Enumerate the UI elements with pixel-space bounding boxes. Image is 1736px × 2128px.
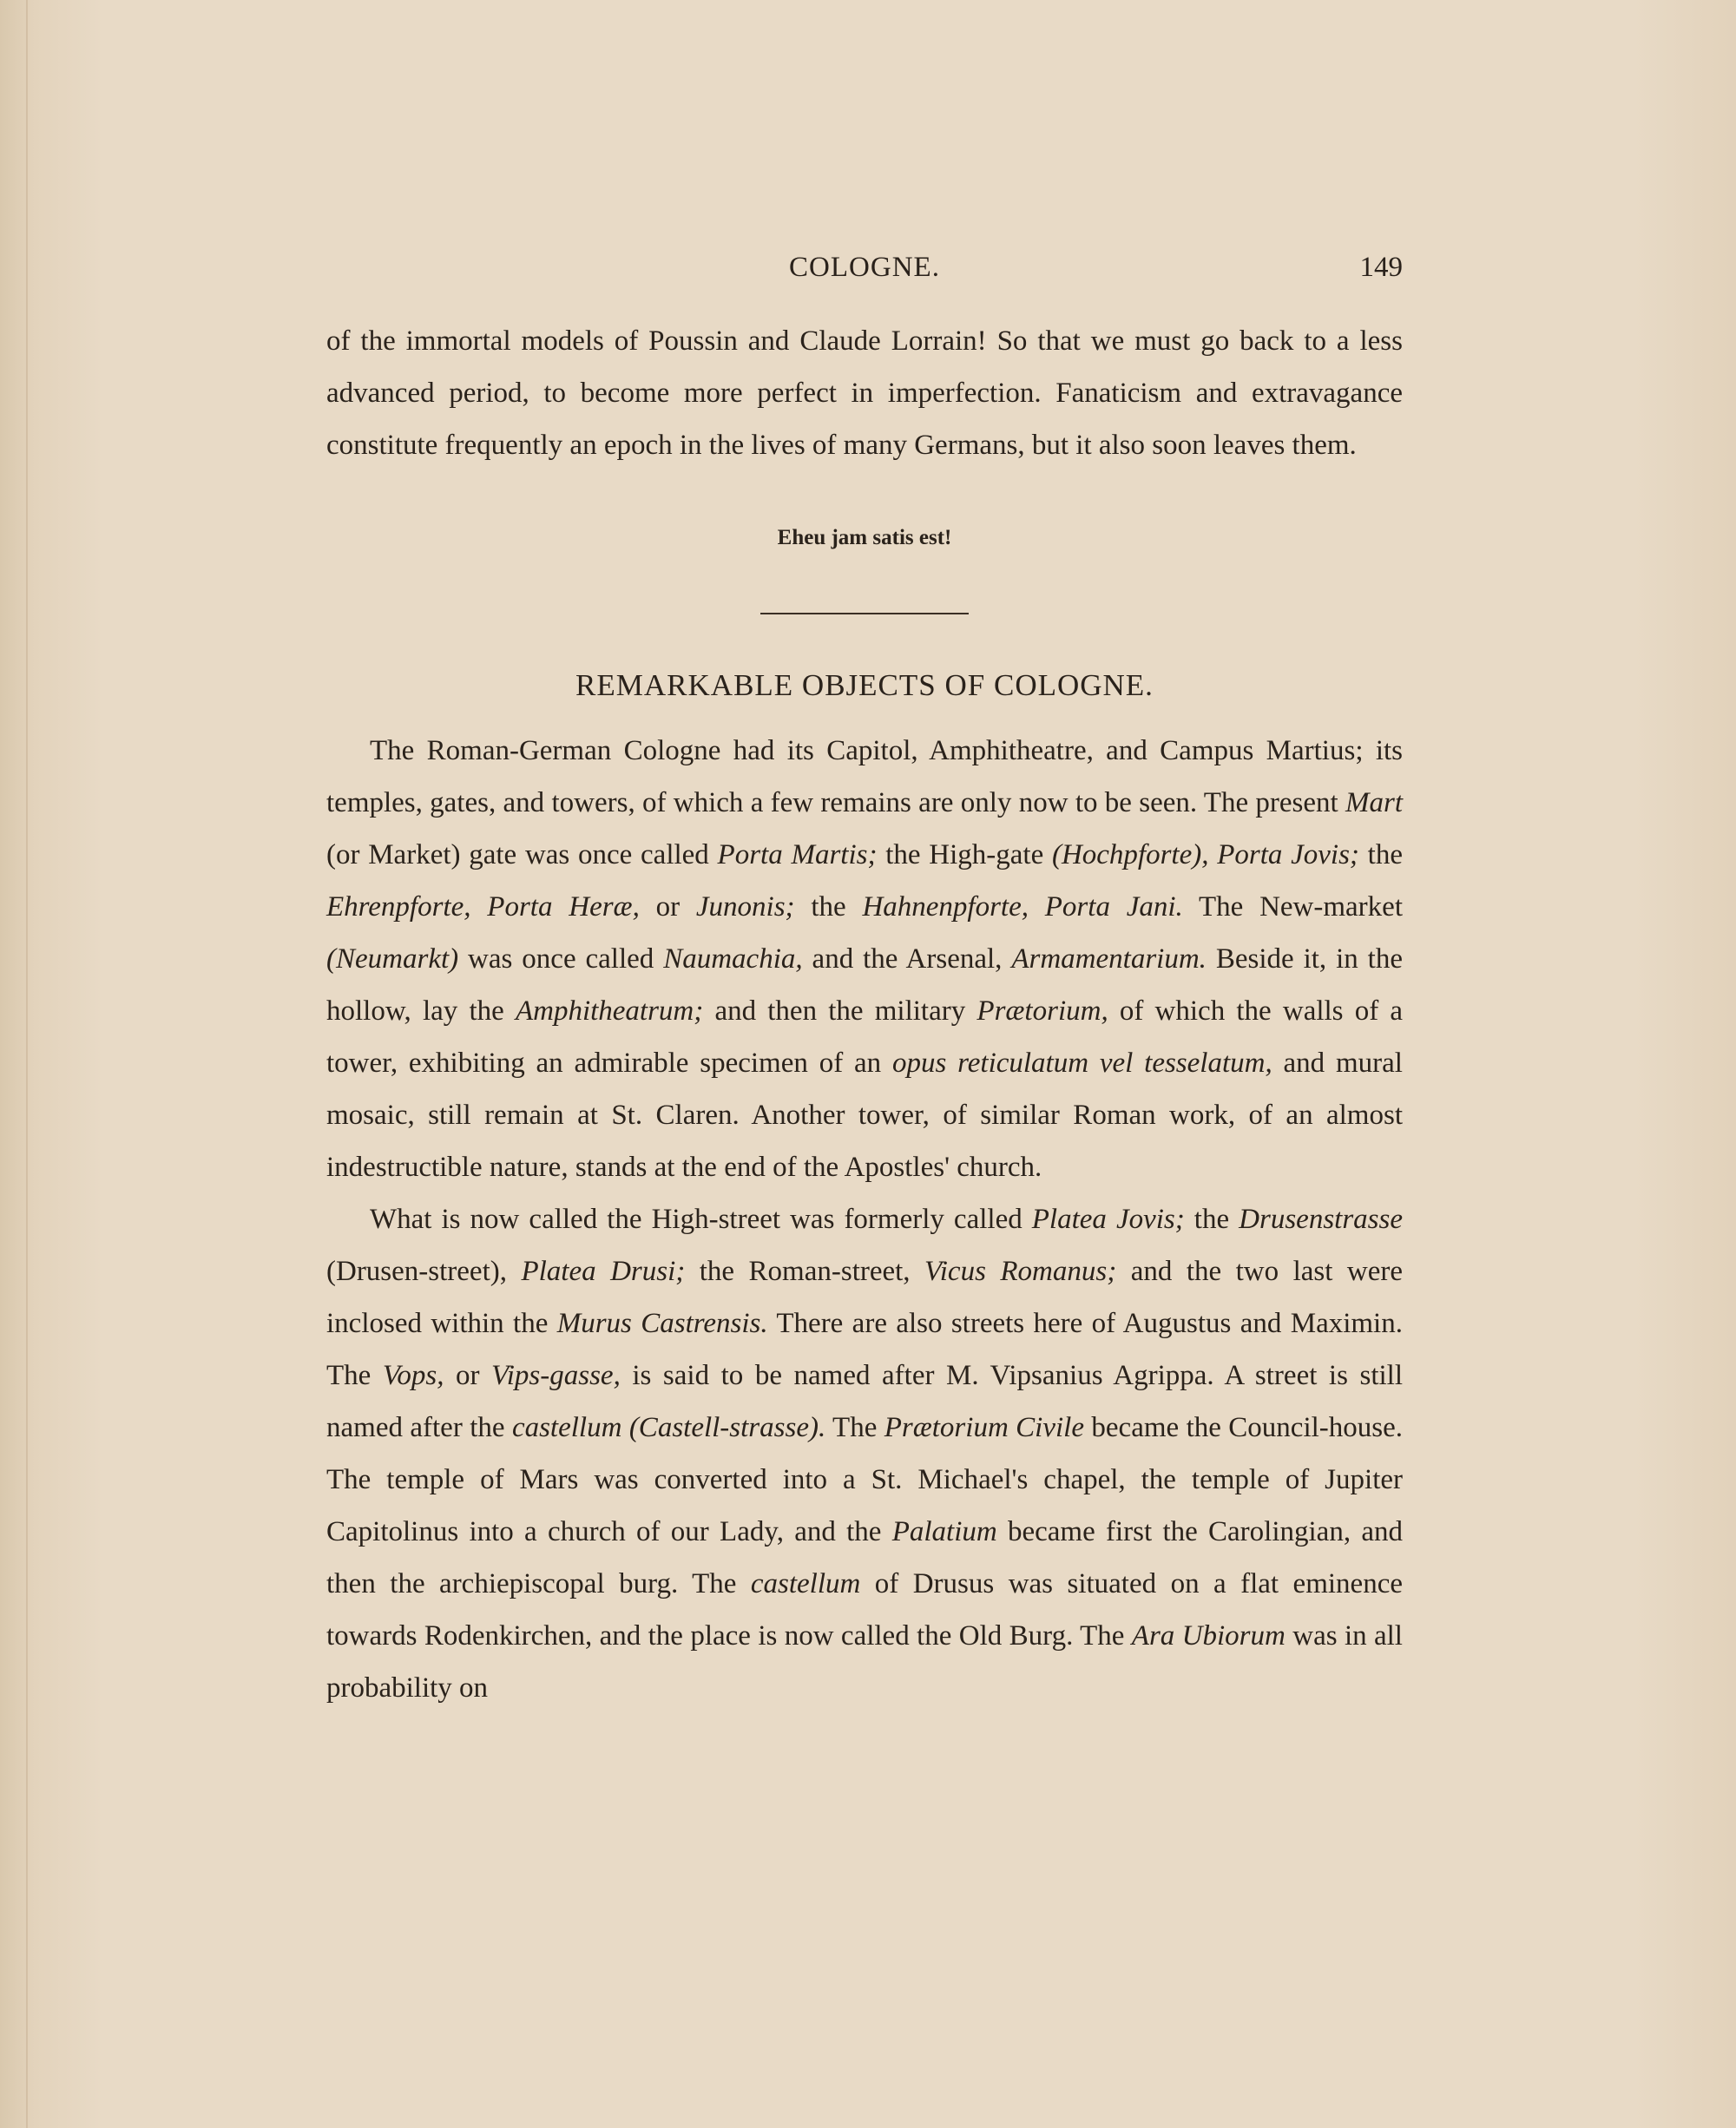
italic-term: castellum bbox=[750, 1568, 861, 1599]
section-heading: REMARKABLE OBJECTS OF COLOGNE. bbox=[575, 668, 1154, 702]
paragraph-2-text: the Roman-street, bbox=[685, 1256, 925, 1287]
italic-term: Mart bbox=[1345, 787, 1403, 818]
paragraph-1-text: of which the walls of a tower, exhibiting an admirable specimen of an bbox=[326, 995, 1404, 1079]
paragraph-2-text: was in all probability on bbox=[326, 1620, 1403, 1704]
italic-term: (Hochpforte), Porta Jovis; bbox=[1051, 839, 1359, 870]
paragraph-1-text: The New-market bbox=[1182, 891, 1403, 923]
paragraph-1-text: and mural mosaic, still remain at St. Claren. Another tower, of similar Roman work, of an almost indestructible nature, stands at the end of the Apostles' church. bbox=[326, 1048, 1403, 1183]
italic-term: Platea Jovis; bbox=[1031, 1204, 1185, 1235]
italic-term: Hahnenpforte, Porta Jani. bbox=[862, 891, 1183, 923]
paragraph-2-text: What is now called the High-street was formerly called bbox=[370, 1204, 1032, 1235]
paragraph-1 bbox=[326, 725, 1403, 1193]
paragraph-2-text: (Drusen-street), bbox=[326, 1256, 522, 1287]
italic-term: Prætorium Civile bbox=[884, 1412, 1084, 1443]
paragraph-2-text: and the two last were inclosed within the bbox=[326, 1256, 1404, 1339]
italic-term: opus reticulatum vel tesselatum, bbox=[891, 1048, 1272, 1079]
paragraph-1-text: and then the military bbox=[703, 995, 977, 1027]
paragraph-1-text: or bbox=[639, 891, 696, 923]
paragraph-2-text: of Drusus was situated on a flat eminence towards Rodenkirchen, and the place is now called the Old Burg. The bbox=[326, 1568, 1403, 1652]
italic-term: Murus Castrensis. bbox=[556, 1308, 768, 1339]
paragraph-1-text: (or Market) gate was once called bbox=[326, 839, 718, 870]
latin-quote: Eheu jam satis est! bbox=[777, 526, 952, 549]
italic-term: Vicus Romanus; bbox=[924, 1256, 1117, 1287]
top-paragraph: of the immortal models of Poussin and Claude Lorrain! So that we must go back to a less advanced period, to become more perfect in imperfection. Fanaticism and extravagance constitute frequently an epoch in the lives of many Germans, but it also soon leaves them. bbox=[326, 325, 1403, 461]
italic-term: Drusenstrasse bbox=[1239, 1204, 1404, 1235]
paragraph-1-text: the bbox=[794, 891, 863, 923]
italic-term: Ara Ubiorum bbox=[1131, 1620, 1286, 1652]
italic-term: Amphitheatrum; bbox=[515, 995, 704, 1027]
paragraph-2 bbox=[326, 1193, 1403, 1714]
italic-term: Junonis; bbox=[695, 891, 795, 923]
paragraph-2-text: became first the Carolingian, and then the archiepiscopal burg. The bbox=[326, 1516, 1403, 1599]
paragraph-1-text: the bbox=[1358, 839, 1403, 870]
paragraph-1-text: the High-gate bbox=[877, 839, 1052, 870]
italic-term: castellum (Castell-strasse). bbox=[511, 1412, 826, 1443]
paragraph-1-text: The Roman-German Cologne had its Capitol, Amphitheatre, and Campus Martius; its temples, gates, and towers, of which a few remains are only now to be seen. The present bbox=[326, 735, 1403, 818]
italic-term: Platea Drusi; bbox=[521, 1256, 686, 1287]
italic-term: Prætorium, bbox=[976, 995, 1108, 1027]
italic-term: Vips-gasse, bbox=[491, 1360, 621, 1391]
paragraph-2-text: The bbox=[825, 1412, 884, 1443]
page-gutter bbox=[26, 0, 28, 2128]
italic-term: Palatium bbox=[891, 1516, 997, 1547]
page-header bbox=[326, 252, 1403, 295]
running-head: COLOGNE. bbox=[789, 252, 940, 283]
paragraph-1-text: was once called bbox=[458, 943, 664, 975]
top-paragraph-block bbox=[326, 315, 1403, 471]
italic-term: Naumachia, bbox=[663, 943, 803, 975]
paragraph-1-text: Beside it, in the hollow, lay the bbox=[326, 943, 1403, 1027]
paragraph-2-text: There are also streets here of Augustus and Maximin. The bbox=[326, 1308, 1403, 1391]
italic-term: Armamentarium. bbox=[1011, 943, 1207, 975]
paragraph-2-text: or bbox=[444, 1360, 492, 1391]
italic-term: Porta Martis; bbox=[717, 839, 878, 870]
paragraph-2-text: became the Council-house. The temple of Mars was converted into a St. Michael's chapel, the temple of Jupiter Capitolinus into a church of our Lady, and the bbox=[326, 1412, 1404, 1547]
paragraph-2-text: is said to be named after M. Vipsanius Agrippa. A street is still named after the bbox=[326, 1360, 1403, 1443]
page-number: 149 bbox=[1359, 252, 1403, 283]
italic-term: (Neumarkt) bbox=[326, 943, 459, 975]
body-text bbox=[326, 725, 1403, 1714]
paragraph-2-text: the bbox=[1184, 1204, 1240, 1235]
italic-term: Vops, bbox=[382, 1360, 444, 1391]
paragraph-1-text: and the Arsenal, bbox=[802, 943, 1012, 975]
section-divider bbox=[760, 613, 969, 614]
italic-term: Ehrenpforte, Porta Heræ, bbox=[326, 891, 640, 923]
